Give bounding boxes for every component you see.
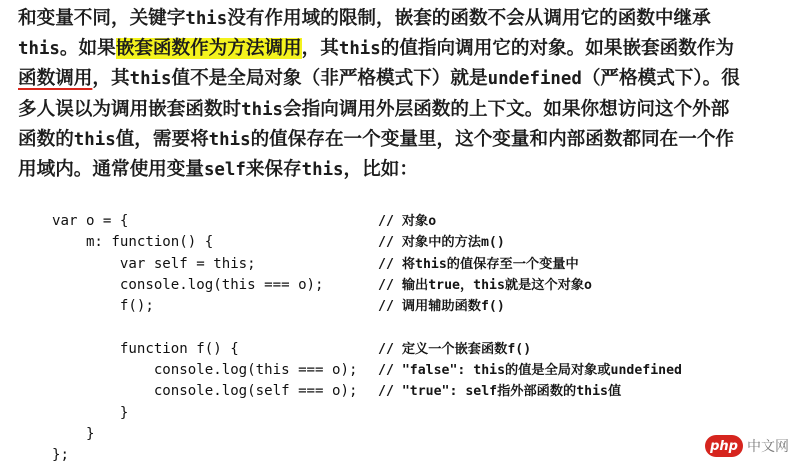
code-line xyxy=(52,424,752,445)
code-line xyxy=(52,211,752,232)
text-run: 函数的 xyxy=(18,128,74,150)
code-source: } xyxy=(52,404,129,421)
paragraph-line xyxy=(18,64,790,94)
code-source: console.log(this === o); xyxy=(52,276,324,293)
text-run: ，比如： xyxy=(343,158,418,180)
text-run: （严格模式下）。很 xyxy=(581,68,740,90)
code-line xyxy=(52,339,752,360)
paragraph-line xyxy=(18,125,790,155)
text-run: 的值保存在一个变量里，这个变量和内部函数都同在一个作 xyxy=(250,128,735,150)
inline-code: this xyxy=(185,9,228,29)
code-line xyxy=(52,381,752,402)
text-run: 多人误以为调用嵌套函数时 xyxy=(18,98,242,120)
code-source: function f() { xyxy=(52,340,239,357)
code-comment: // "true": self指外部函数的this值 xyxy=(378,384,622,400)
paragraph-line xyxy=(18,34,790,64)
code-comment: // 调用辅助函数f() xyxy=(378,299,505,315)
text-run: 和变量不同，关键字 xyxy=(18,8,186,29)
code-line xyxy=(52,275,752,296)
body-paragraph xyxy=(18,4,790,185)
inline-code: this xyxy=(129,69,172,90)
text-run: 来保存 xyxy=(245,158,302,180)
inline-code: this xyxy=(18,39,60,60)
code-comment: // 定义一个嵌套函数f() xyxy=(378,341,532,357)
code-source: console.log(this === o); xyxy=(52,362,358,379)
watermark-logo xyxy=(705,430,793,462)
inline-code: this xyxy=(338,39,381,60)
code-source: f(); xyxy=(52,298,154,315)
code-source: } xyxy=(52,425,95,442)
text-run: 值不是全局对象（非严格模式下）就是 xyxy=(171,68,488,90)
code-comment: // 对象中的方法m() xyxy=(378,235,505,251)
code-line xyxy=(52,317,752,338)
highlighted-text: 嵌套函数作为方法调用 xyxy=(115,38,302,60)
inline-code: self xyxy=(203,159,246,180)
code-source: var self = this; xyxy=(52,255,256,272)
inline-code: this xyxy=(241,99,284,120)
text-run: 会指向调用外层函数的上下文。如果你想访问这个外部 xyxy=(283,98,730,120)
code-block xyxy=(52,211,752,467)
inline-code: this xyxy=(73,129,116,150)
inline-code: undefined xyxy=(487,69,582,90)
text-run: ，其 xyxy=(92,68,130,90)
code-source: }; xyxy=(52,447,69,464)
text-run: ，其 xyxy=(301,38,339,60)
code-line xyxy=(52,232,752,253)
code-line xyxy=(52,360,752,381)
paragraph-line xyxy=(18,4,790,34)
inline-code: this xyxy=(301,159,344,180)
text-run: 用域内。通常使用变量 xyxy=(18,158,204,180)
code-source: m: function() { xyxy=(52,234,214,251)
code-line xyxy=(52,254,752,275)
code-line xyxy=(52,296,752,317)
text-run: 。如果 xyxy=(59,38,116,60)
inline-code: this xyxy=(208,129,251,150)
code-comment: // "false": this的值是全局对象或undefined xyxy=(378,363,682,379)
text-run: 值，需要将 xyxy=(115,128,209,150)
text-run: 的值指向调用它的对象。如果嵌套函数作为 xyxy=(380,38,735,60)
code-source: console.log(self === o); xyxy=(52,383,358,400)
code-source: var o = { xyxy=(52,213,129,229)
code-line xyxy=(52,445,752,466)
paragraph-line xyxy=(18,155,790,185)
text-run: 没有作用域的限制，嵌套的函数不会从调用它的函数中继承 xyxy=(227,8,711,29)
code-comment: // 输出true，this就是这个对象o xyxy=(378,277,592,293)
paragraph-line xyxy=(18,95,790,125)
underlined-text: 函数调用 xyxy=(18,68,93,90)
php-badge: php xyxy=(705,435,743,457)
code-comment: // 将this的值保存至一个变量中 xyxy=(378,256,579,272)
code-comment: // 对象o xyxy=(378,214,437,229)
watermark-text: 中文网 xyxy=(747,439,789,455)
code-line xyxy=(52,403,752,424)
